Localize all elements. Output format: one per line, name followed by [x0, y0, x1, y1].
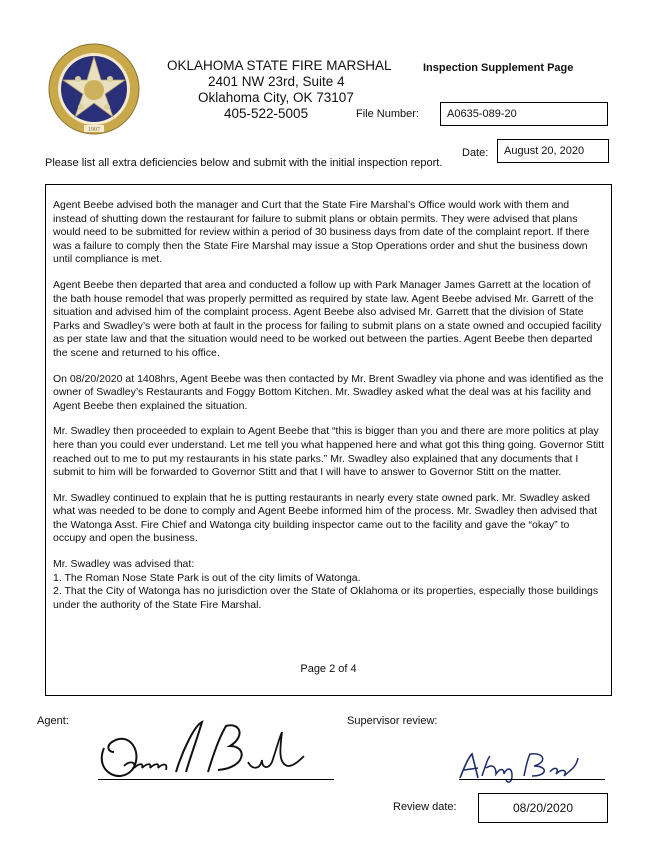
- state-seal-logo: [48, 43, 140, 135]
- paragraph: Mr. Swadley continued to explain that he is putting restaurants in nearly every state owned park. Mr. Swadley asked what was needed to be done to comply and Agent Beebe informed him of the process. Mr. Swadley then advised that the Watonga Asst. Fire Chief and Watonga city building inspector came out to the facility and gave the “okay” to occupy and open the business.: [53, 491, 598, 545]
- file-number-label: File Number:: [356, 108, 419, 120]
- address-line-2: Oklahoma City, OK 73107: [198, 90, 354, 105]
- file-number-field: A0635-089-20: [440, 102, 608, 126]
- paragraph: Agent Beebe then departed that area and conducted a follow up with Park Manager James Garrett at the location of the bath house remodel that was properly permitted as required by state law. Agent Beebe advised Mr. Garrett of the situation and advised him of the complaint process. Agent Beebe also advised Mr. Garrett that the division of State Parks and Swadley’s were both at fault in the process for failing to submit plans on a state owned and occupied facility as per state law and that the situation would need to be worked out between the parties. Agent Beebe then departed the scene and returned to his office.: [53, 278, 602, 359]
- advised-intro: Mr. Swadley was advised that:: [53, 558, 195, 571]
- supervisor-review-label: Supervisor review:: [347, 715, 438, 727]
- advised-item: 2. That the City of Watonga has no jurisdiction over the State of Oklahoma or its properties, especially those buildings under the authority of the State Fire Marshal.: [53, 585, 599, 611]
- paragraph: On 08/20/2020 at 1408hrs, Agent Beebe was then contacted by Mr. Brent Swadley via phone and was identified as the owner of Swadley’s Restaurants and Foggy Bottom Kitchen. Mr. Swadley asked what the deal was at his facility and Agent Beebe then explained the situation.: [53, 372, 604, 412]
- advised-item: 1. The Roman Nose State Park is out of the city limits of Watonga.: [53, 571, 361, 584]
- page-title: Inspection Supplement Page: [423, 62, 574, 74]
- agent-label: Agent:: [37, 715, 69, 727]
- page-indicator: Page 2 of 4: [300, 663, 357, 675]
- svg-text:1907: 1907: [88, 127, 100, 133]
- paragraph: Agent Beebe advised both the manager and Curt that the State Fire Marshal’s Office would work with them and instead of shutting down the restaurant for failure to submit plans or obtain permits. They were advised that plans would need to be submitted for review within a period of 30 business days from date of the complaint report. If there was a failure to comply then the State Fire Marshal may issue a Stop Operations order and shut the business down until compliance is met.: [53, 199, 590, 266]
- date-field: August 20, 2020: [497, 139, 609, 163]
- supervisor-signature-line: [459, 779, 605, 780]
- paragraph: Mr. Swadley then proceeded to explain to Agent Beebe that “this is bigger than you and there are more politics at play here than you could ever understand. Let me tell you what happened here and what got this thing going. Governor Stitt reached out to me to put my restaurants in his state parks.” Mr. Swadley also explained that any documents that I submit to him will be forwarded to Governor Stitt and that I will have to answer to Governor Stitt on the matter.: [53, 425, 605, 479]
- agent-signature: [90, 712, 340, 784]
- agent-signature-line: [98, 779, 334, 780]
- deficiencies-content: [45, 184, 612, 696]
- instructions-text: Please list all extra deficiencies below and submit with the initial inspection report.: [45, 157, 443, 169]
- address-line-1: 2401 NW 23rd, Suite 4: [208, 74, 345, 89]
- org-name: OKLAHOMA STATE FIRE MARSHAL: [167, 58, 392, 73]
- review-date-label: Review date:: [393, 801, 457, 813]
- date-label: Date:: [462, 147, 489, 159]
- phone-number: 405-522-5005: [224, 106, 309, 121]
- review-date-field: 08/20/2020: [478, 793, 608, 823]
